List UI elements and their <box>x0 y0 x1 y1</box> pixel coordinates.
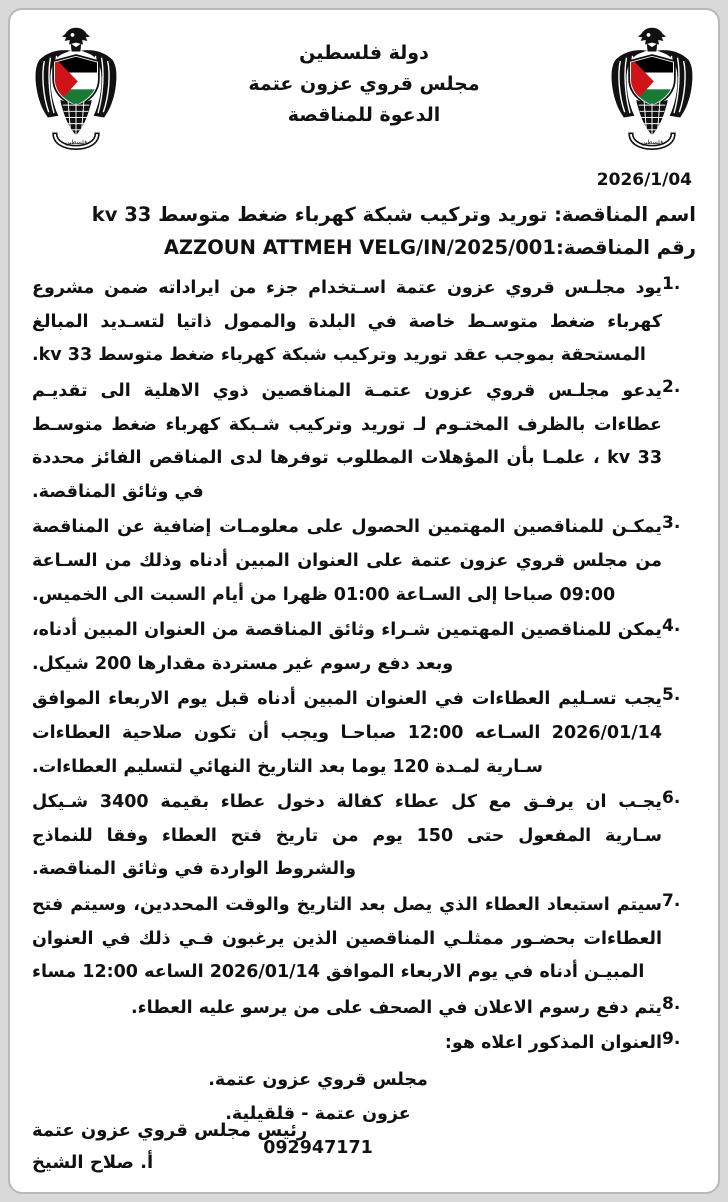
clause-text: سيتم استبعاد العطاء الذي يصل بعد التاريخ والوقت المحددين، وسيتم فتح العطاءات بحضـور ممثلـي المناقصين الذين يرغبون فـي ذلك في العنوان المبيـن أدناه في يوم الاربعاء الموافق 2026/01/14 الساعه 12:00 مساء <box>32 894 662 983</box>
clause-item <box>32 992 696 1026</box>
clause-text: يتم دفع رسوم الاعلان في الصحف على من يرسو عليه العطاء. <box>130 997 662 1018</box>
clause-text: يدعو مجلـس قروي عزون عتمـة المناقصين ذوي الاهلية الى تقديـم عطاءات بالظرف المختـوم لـ توريد وتركيب شـبكة كهرباء ضغط متوسـط 33 kv ، علمـا بأن المؤهلات المطلوب توفرها لدى المناقص الفائز محددة في وثائق المناقصة. <box>32 381 662 502</box>
clause-number: 5. <box>662 685 681 706</box>
tender-number-label: رقم المناقصة: <box>555 236 696 260</box>
clause-item <box>32 272 696 373</box>
clause-text: يود مجلـس قروي عزون عتمة اسـتخدام جزء من ايراداته ضمن مشروع كهرباء ضغط متوسـط خاصة في البلدة والممول ذاتيا لتسـديد المبالغ المستحقة بموجب عقد توريد وتركيب شبكة كهرباء ضغط متوسط 33 kv. <box>32 278 662 366</box>
clause-number: 4. <box>662 616 681 637</box>
clause-text: يجب تسـليم العطاءات في العنوان المبين أدناه قبل يوم الاربعاء الموافق 2026/01/14 السـاعه 12:00 صباحـا ويجب أن تكون صلاحية العطاءات سـارية لمـدة 120 يوما بعد التاريخ النهائي لتسليم العطاءات. <box>32 689 662 777</box>
clause-item <box>32 889 696 990</box>
palestine-coat-of-arms-icon <box>608 24 696 152</box>
svg-text:فلسطين: فلسطين <box>640 138 664 146</box>
clause-number: 6. <box>662 788 681 809</box>
clause-text: العنوان المذكور اعلاه هو: <box>444 1033 662 1054</box>
tender-number-value: AZZOUN ATTMEH VELG/IN/2025/001 <box>163 236 556 260</box>
clause-item <box>32 614 696 681</box>
signature-title: رئيس مجلس قروي عزون عتمة <box>32 1120 308 1141</box>
signature-block <box>32 1115 718 1178</box>
svg-text:فلسطين: فلسطين <box>64 138 88 146</box>
clause-number: 1. <box>662 274 681 295</box>
signature-name: أ. صلاح الشيخ <box>32 1151 154 1173</box>
document-sheet <box>8 8 720 1194</box>
clause-text: يمكن للمناقصين المهتمين شـراء وثائق المناقصة من العنوان المبين أدناه، وبعد دفع رسوم غير مستردة مقدارها 200 شيكل. <box>32 620 662 674</box>
header-title-state: دولة فلسطين <box>299 42 429 64</box>
clause-number: 2. <box>662 377 681 398</box>
header-title-subject: الدعوة للمناقصة <box>287 103 441 126</box>
header-title-council: مجلس قروي عزون عتمة <box>248 72 480 95</box>
tender-name-line <box>32 198 696 231</box>
announcement-date: 2026/1/04 <box>596 170 692 190</box>
clause-item <box>32 1027 696 1061</box>
clause-number: 7. <box>662 890 681 911</box>
clause-item <box>32 375 696 509</box>
tender-name-label: اسم المناقصة: توريد وتركيب شبكة كهرباء ضغط متوسط <box>151 203 696 226</box>
address-phone: 092947171 <box>263 1138 373 1159</box>
clause-text: يجـب ان يرفـق مع كل عطاء كفالة دخول عطاء بقيمة 3400 شـيكل سـارية المفعول حتى 150 يوم من تاريخ فتح العطاء وفقا للنماذج والشروط الواردة في وثائق المناقصة. <box>32 792 662 880</box>
clause-number: 3. <box>662 513 681 534</box>
clause-item <box>32 511 696 612</box>
address-line-location: عزون عتمة - قلقيلية. <box>225 1104 411 1125</box>
tender-number-line <box>32 231 696 264</box>
clause-list <box>32 272 696 1061</box>
address-line-council: مجلس قروي عزون عتمة. <box>208 1069 428 1090</box>
document-header <box>10 10 718 190</box>
clause-item <box>32 786 696 887</box>
tender-name-voltage: kv 33 <box>91 203 152 226</box>
clause-number: 9. <box>662 1029 681 1050</box>
clause-number: 8. <box>662 993 681 1014</box>
tender-title-block <box>32 198 696 264</box>
clause-text: يمكـن للمناقصين المهتمين الحصول على معلومـات إضافية عن المناقصة من مجلس قروي عزون عتمة على العنوان المبين أدناه وذلك من السـاعة 09:00 صباحا إلى السـاعة 01:00 ظهرا من أيام السبت الى الخميس. <box>32 517 662 605</box>
clause-item <box>32 683 696 784</box>
